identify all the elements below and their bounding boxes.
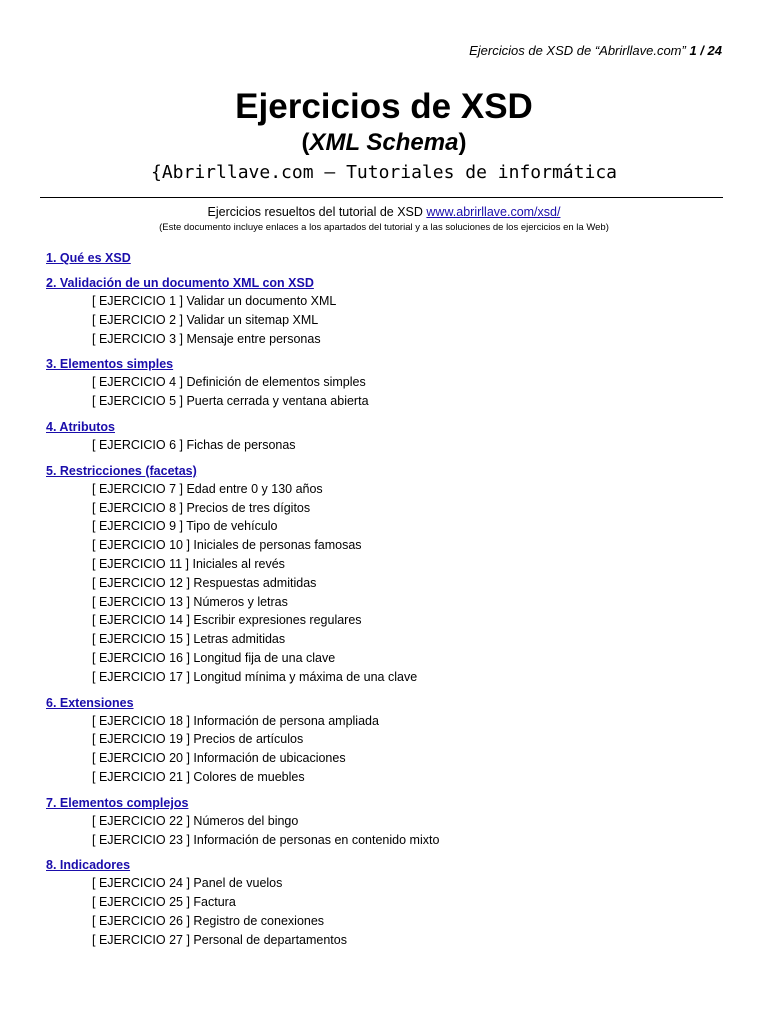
exercise-item: [ EJERCICIO 14 ] Escribir expresiones regulares bbox=[92, 613, 362, 628]
intro-note: (Este documento incluye enlaces a los apartados del tutorial y a las soluciones de los ejercicios en la Web) bbox=[159, 222, 609, 233]
site-tagline: {Abrirllave.com – Tutoriales de informática bbox=[151, 162, 617, 183]
exercise-item: [ EJERCICIO 4 ] Definición de elementos simples bbox=[92, 375, 366, 390]
tutorial-link[interactable]: www.abrirllave.com/xsd/ bbox=[426, 205, 561, 219]
subtitle-close: ) bbox=[458, 129, 467, 156]
exercise-item: [ EJERCICIO 9 ] Tipo de vehículo bbox=[92, 519, 278, 534]
title-divider bbox=[40, 197, 723, 198]
section-link[interactable]: 6. Extensiones bbox=[46, 695, 134, 710]
exercise-item: [ EJERCICIO 7 ] Edad entre 0 y 130 años bbox=[92, 481, 323, 496]
intro-label: Ejercicios resueltos del tutorial de XSD bbox=[207, 205, 427, 219]
exercise-item: [ EJERCICIO 5 ] Puerta cerrada y ventana abierta bbox=[92, 394, 369, 409]
section-link[interactable]: 2. Validación de un documento XML con XSD bbox=[46, 276, 314, 290]
exercise-item: [ EJERCICIO 10 ] Iniciales de personas famosas bbox=[92, 538, 362, 553]
toc-section bbox=[46, 856, 726, 949]
exercise-item: [ EJERCICIO 1 ] Validar un documento XML bbox=[92, 294, 337, 308]
header-label: de XSD de “Abrirllave.com” bbox=[524, 43, 690, 58]
section-link[interactable]: 5. Restricciones (facetas) bbox=[46, 463, 197, 478]
exercise-item: [ EJERCICIO 21 ] Colores de muebles bbox=[92, 769, 305, 784]
exercise-item: [ EJERCICIO 22 ] Números del bingo bbox=[92, 813, 299, 828]
exercise-item: [ EJERCICIO 19 ] Precios de artículos bbox=[92, 732, 304, 747]
exercise-item: [ EJERCICIO 6 ] Fichas de personas bbox=[92, 437, 296, 452]
exercise-item: [ EJERCICIO 8 ] Precios de tres dígitos bbox=[92, 500, 311, 515]
toc-section bbox=[46, 418, 726, 455]
section-link[interactable]: 8. Indicadores bbox=[46, 858, 131, 873]
intro-text bbox=[0, 205, 768, 219]
exercise-item: [ EJERCICIO 12 ] Respuestas admitidas bbox=[92, 575, 317, 590]
toc-section bbox=[46, 694, 726, 787]
toc-section bbox=[46, 274, 726, 348]
exercise-item: [ EJERCICIO 3 ] Mensaje entre personas bbox=[92, 331, 321, 346]
page-header bbox=[469, 43, 722, 58]
page-number: 1 / 24 bbox=[689, 43, 722, 58]
exercise-item: [ EJERCICIO 13 ] Números y letras bbox=[92, 594, 288, 609]
subtitle-italic: XML Schema bbox=[309, 129, 459, 156]
table-of-contents bbox=[46, 249, 726, 957]
exercise-item: [ EJERCICIO 23 ] Información de personas en contenido mixto bbox=[92, 832, 440, 847]
section-link[interactable]: 1. Qué es XSD bbox=[46, 251, 131, 265]
exercise-item: [ EJERCICIO 25 ] Factura bbox=[92, 895, 236, 910]
toc-section bbox=[46, 249, 726, 267]
exercise-item: [ EJERCICIO 18 ] Información de persona ampliada bbox=[92, 713, 379, 728]
subtitle-open: ( bbox=[301, 129, 310, 156]
exercise-item: [ EJERCICIO 20 ] Información de ubicaciones bbox=[92, 751, 346, 766]
document-title: Ejercicios de XSD bbox=[235, 87, 533, 126]
document-subtitle bbox=[0, 128, 768, 158]
exercise-item: [ EJERCICIO 16 ] Longitud fija de una clave bbox=[92, 650, 336, 665]
header-label-italic: Ejercicios bbox=[469, 43, 525, 58]
exercise-item: [ EJERCICIO 24 ] Panel de vuelos bbox=[92, 876, 283, 891]
exercise-item: [ EJERCICIO 15 ] Letras admitidas bbox=[92, 632, 286, 647]
exercise-item: [ EJERCICIO 27 ] Personal de departamentos bbox=[92, 932, 347, 947]
title-block bbox=[0, 88, 768, 183]
toc-section bbox=[46, 355, 726, 411]
toc-section bbox=[46, 794, 726, 850]
section-link[interactable]: 7. Elementos complejos bbox=[46, 795, 189, 810]
exercise-item: [ EJERCICIO 26 ] Registro de conexiones bbox=[92, 913, 325, 928]
exercise-item: [ EJERCICIO 11 ] Iniciales al revés bbox=[92, 556, 285, 571]
exercise-item: [ EJERCICIO 2 ] Validar un sitemap XML bbox=[92, 312, 319, 327]
exercise-item: [ EJERCICIO 17 ] Longitud mínima y máxima de una clave bbox=[92, 669, 418, 684]
section-link[interactable]: 4. Atributos bbox=[46, 419, 115, 434]
toc-section bbox=[46, 462, 726, 687]
section-link[interactable]: 3. Elementos simples bbox=[46, 357, 174, 372]
